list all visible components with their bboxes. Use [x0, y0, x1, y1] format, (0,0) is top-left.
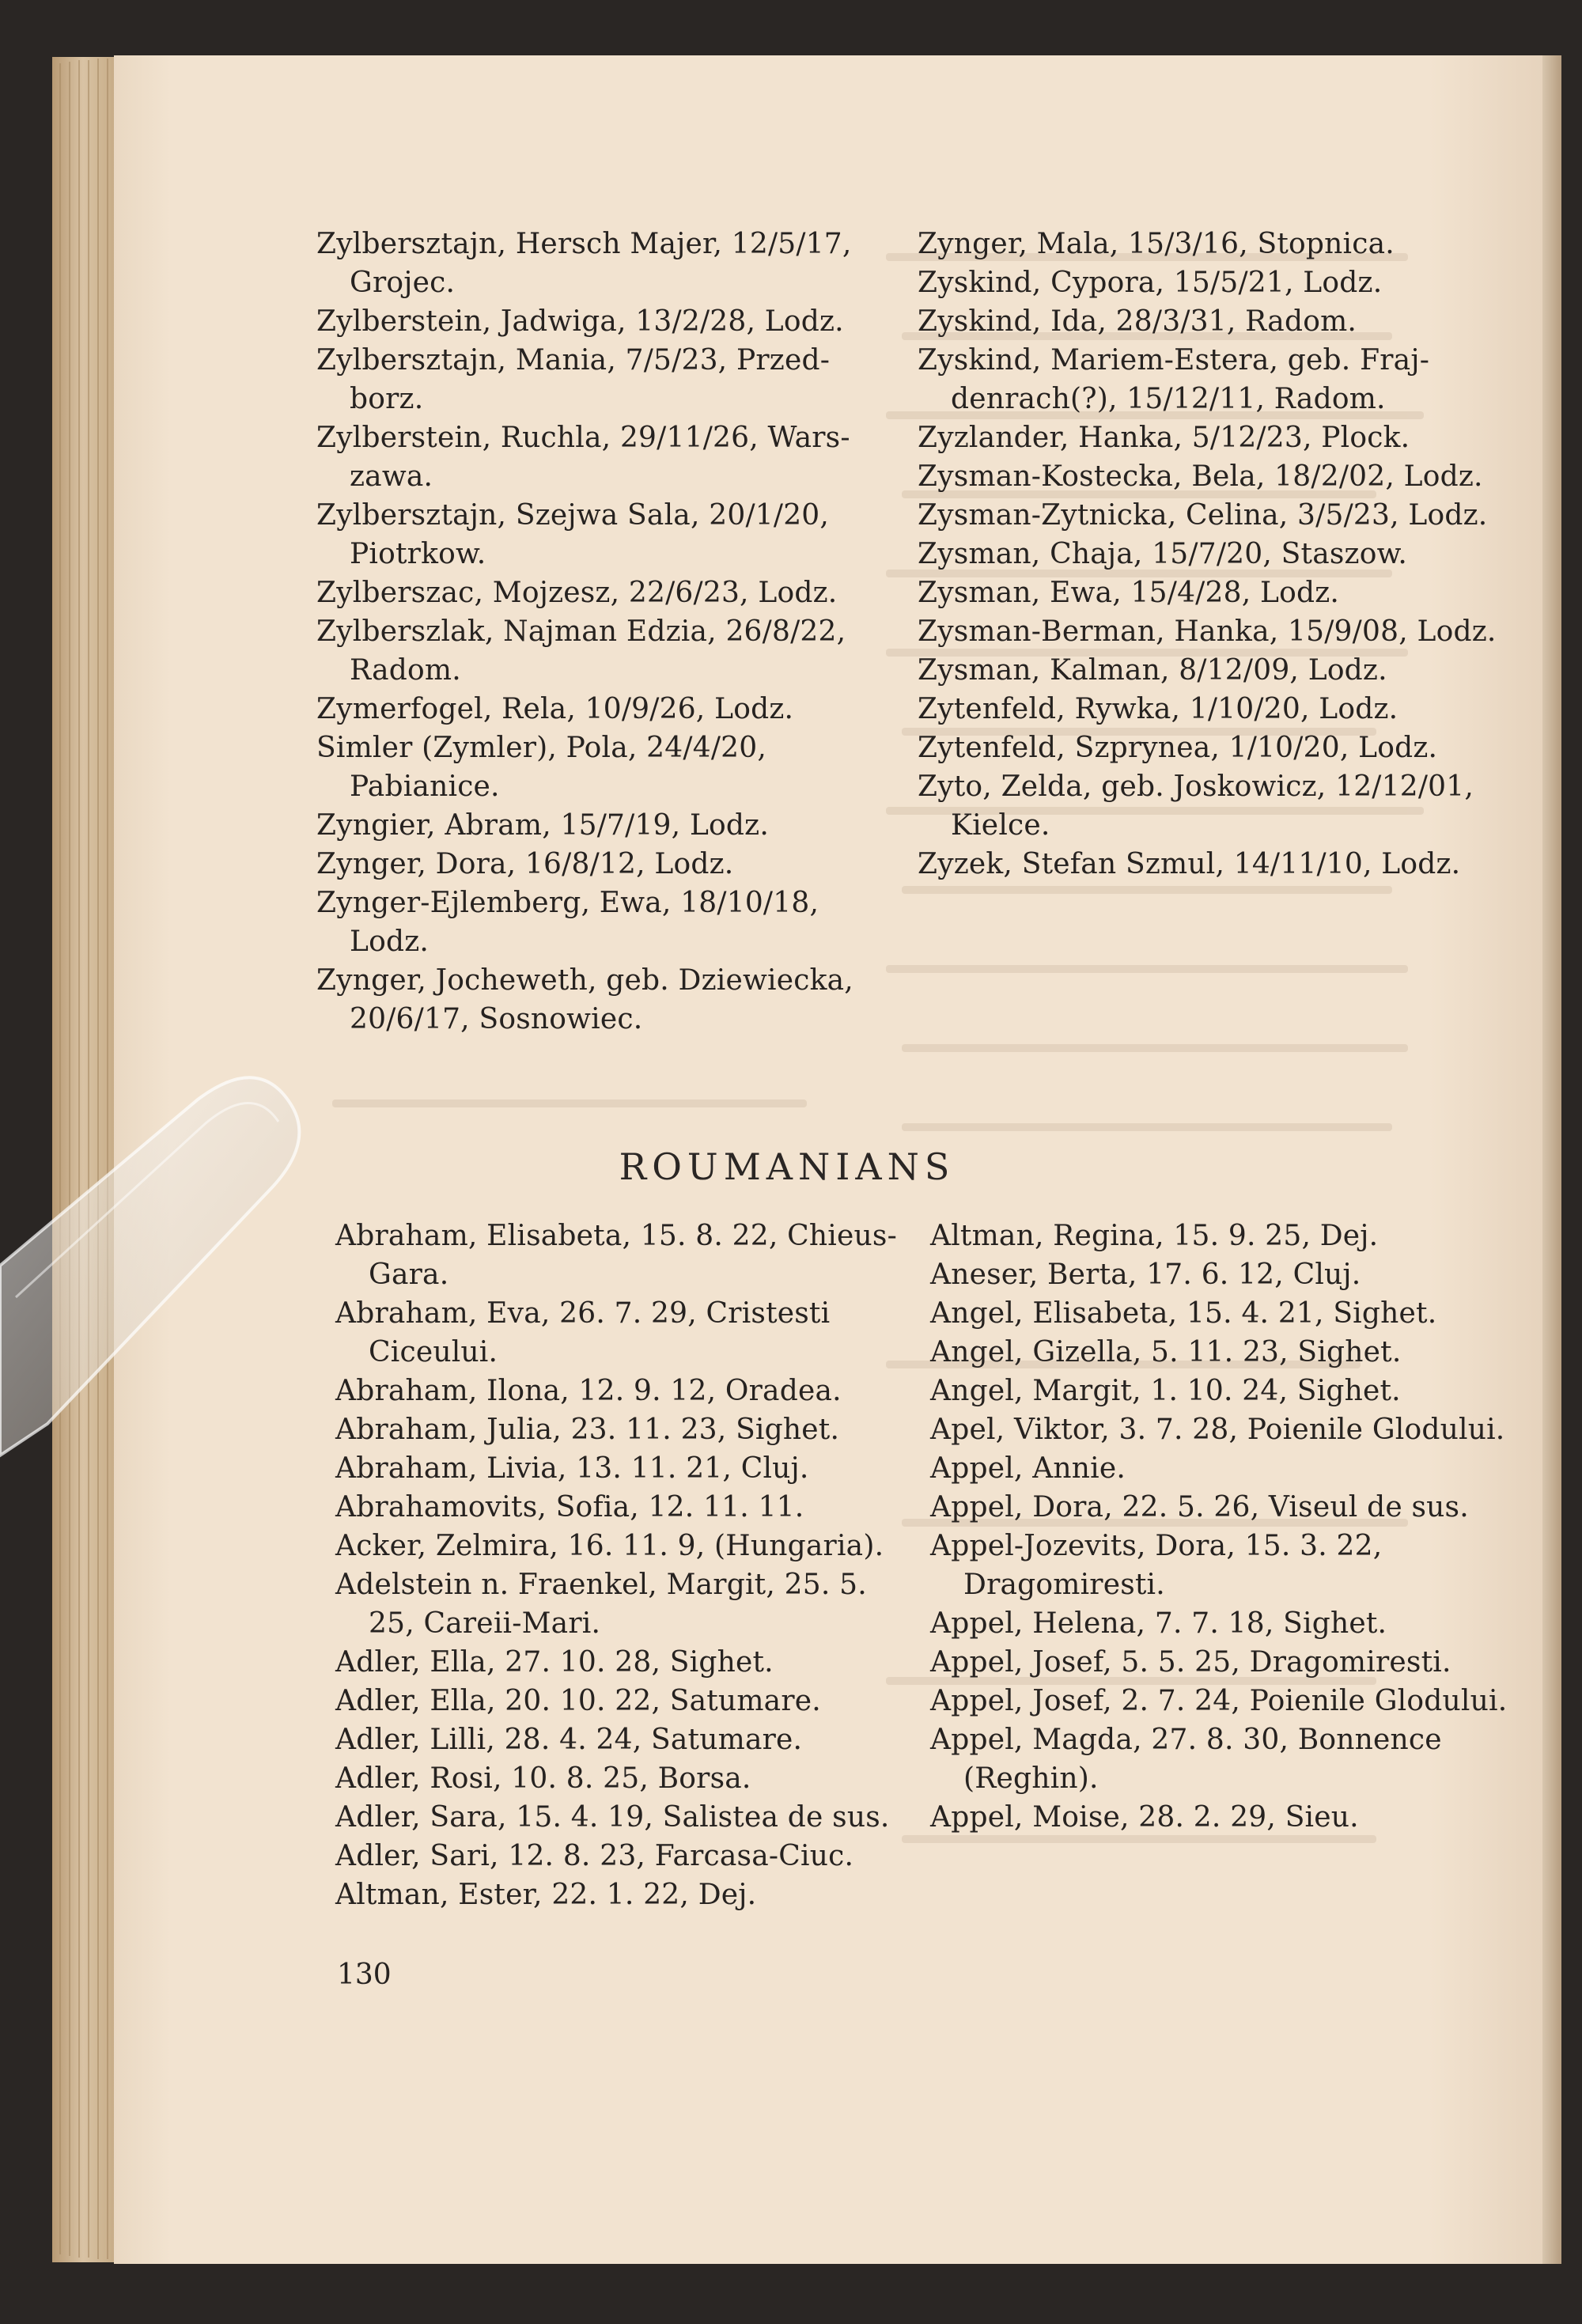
list-entry: Zyzek, Stefan Szmul, 14/11/10, Lodz. — [918, 848, 1461, 880]
list-entry: Aneser, Berta, 17. 6. 12, Cluj. — [930, 1259, 1361, 1291]
list-entry: Zylberstein, Ruchla, 29/11/26, Wars- zawa. — [316, 422, 850, 493]
list-entry: Angel, Gizella, 5. 11. 23, Sighet. — [930, 1336, 1402, 1368]
list-entry: Adler, Ella, 27. 10. 28, Sighet. — [335, 1646, 774, 1679]
list-entry: Acker, Zelmira, 16. 11. 9, (Hungaria). — [335, 1530, 884, 1562]
list-entry: Adler, Sari, 12. 8. 23, Farcasa-Ciuc. — [335, 1840, 854, 1872]
list-entry: Zynger, Dora, 16/8/12, Lodz. — [316, 848, 734, 880]
top-left-column — [316, 225, 902, 1039]
list-entry: Zynger-Ejlemberg, Ewa, 18/10/18, Lodz. — [316, 887, 819, 958]
list-entry: Zyskind, Cypora, 15/5/21, Lodz. — [918, 267, 1383, 299]
list-entry: Zytenfeld, Szprynea, 1/10/20, Lodz. — [918, 732, 1438, 764]
list-entry: Angel, Elisabeta, 15. 4. 21, Sighet. — [930, 1297, 1437, 1330]
list-entry: Zyskind, Mariem-Estera, geb. Fraj- denrach(?), 15/12/11, Radom. — [918, 344, 1430, 415]
list-entry: Zylbersztajn, Szejwa Sala, 20/1/20, Piotrkow. — [316, 499, 830, 570]
list-entry: Zylbersztajn, Hersch Majer, 12/5/17, Grojec. — [316, 228, 852, 299]
list-entry: Appel, Dora, 22. 5. 26, Viseul de sus. — [930, 1491, 1469, 1523]
list-entry: Zylbersztajn, Mania, 7/5/23, Przed- borz. — [316, 344, 831, 415]
list-entry: Zysman-Berman, Hanka, 15/9/08, Lodz. — [918, 615, 1497, 648]
list-entry: Zyto, Zelda, geb. Joskowicz, 12/12/01, Kielce. — [918, 770, 1474, 842]
list-entry: Adler, Sara, 15. 4. 19, Salistea de sus. — [335, 1801, 890, 1834]
list-entry: Angel, Margit, 1. 10. 24, Sighet. — [930, 1375, 1401, 1407]
list-entry: Appel, Annie. — [930, 1452, 1126, 1485]
list-entry: Abraham, Eva, 26. 7. 29, Cristesti Ciceului. — [335, 1297, 831, 1368]
list-entry: Zytenfeld, Rywka, 1/10/20, Lodz. — [918, 693, 1398, 725]
list-entry: Altman, Regina, 15. 9. 25, Dej. — [930, 1220, 1379, 1252]
list-entry: Appel, Moise, 28. 2. 29, Sieu. — [930, 1801, 1359, 1834]
list-entry: Zylberstein, Jadwiga, 13/2/28, Lodz. — [316, 305, 844, 338]
list-entry: Zysman, Chaja, 15/7/20, Staszow. — [918, 538, 1407, 570]
list-entry: Appel, Helena, 7. 7. 18, Sighet. — [930, 1607, 1387, 1640]
list-entry: Zyskind, Ida, 28/3/31, Radom. — [918, 305, 1357, 338]
list-entry: Abraham, Julia, 23. 11. 23, Sighet. — [335, 1414, 840, 1446]
list-entry: Simler (Zymler), Pola, 24/4/20, Pabianice. — [316, 732, 766, 803]
list-entry: Zynger, Jocheweth, geb. Dziewiecka, 20/6/17, Sosnowiec. — [316, 964, 853, 1035]
list-entry: Abraham, Ilona, 12. 9. 12, Oradea. — [335, 1375, 842, 1407]
list-entry: Apel, Viktor, 3. 7. 28, Poienile Glodului. — [930, 1414, 1505, 1446]
bottom-left-column — [335, 1217, 921, 1914]
list-entry: Zysman, Kalman, 8/12/09, Lodz. — [918, 654, 1387, 687]
list-entry: Zysman-Zytnicka, Celina, 3/5/23, Lodz. — [918, 499, 1488, 532]
top-right-column — [918, 225, 1503, 884]
bottom-right-column — [930, 1217, 1516, 1837]
list-entry: Adler, Lilli, 28. 4. 24, Satumare. — [335, 1724, 803, 1756]
list-entry: Appel-Jozevits, Dora, 15. 3. 22, Dragomiresti. — [930, 1530, 1383, 1601]
list-entry: Zysman-Kostecka, Bela, 18/2/02, Lodz. — [918, 460, 1483, 493]
list-entry: Zylberszlak, Najman Edzia, 26/8/22, Radom. — [316, 615, 846, 687]
page-number: 130 — [337, 1959, 392, 1991]
list-entry: Adler, Ella, 20. 10. 22, Satumare. — [335, 1685, 821, 1717]
list-entry: Zymerfogel, Rela, 10/9/26, Lodz. — [316, 693, 794, 725]
list-entry: Zyzlander, Hanka, 5/12/23, Plock. — [918, 422, 1410, 454]
list-entry: Zylberszac, Mojzesz, 22/6/23, Lodz. — [316, 577, 838, 609]
list-entry: Appel, Josef, 2. 7. 24, Poienile Glodului. — [930, 1685, 1508, 1717]
list-entry: Zynger, Mala, 15/3/16, Stopnica. — [918, 228, 1395, 260]
list-entry: Adelstein n. Fraenkel, Margit, 25. 5. 25, Careii-Mari. — [335, 1569, 867, 1640]
list-entry: Altman, Ester, 22. 1. 22, Dej. — [335, 1879, 757, 1911]
list-entry: Abraham, Elisabeta, 15. 8. 22, Chieus-Gara. — [335, 1220, 897, 1291]
list-entry: Appel, Magda, 27. 8. 30, Bonnence (Reghin). — [930, 1724, 1442, 1795]
list-entry: Abrahamovits, Sofia, 12. 11. 11. — [335, 1491, 804, 1523]
list-entry: Zysman, Ewa, 15/4/28, Lodz. — [918, 577, 1340, 609]
list-entry: Adler, Rosi, 10. 8. 25, Borsa. — [335, 1762, 751, 1795]
section-heading: ROUMANIANS — [619, 1145, 956, 1188]
list-entry: Appel, Josef, 5. 5. 25, Dragomiresti. — [930, 1646, 1451, 1679]
list-entry: Zyngier, Abram, 15/7/19, Lodz. — [316, 809, 769, 842]
list-entry: Abraham, Livia, 13. 11. 21, Cluj. — [335, 1452, 809, 1485]
